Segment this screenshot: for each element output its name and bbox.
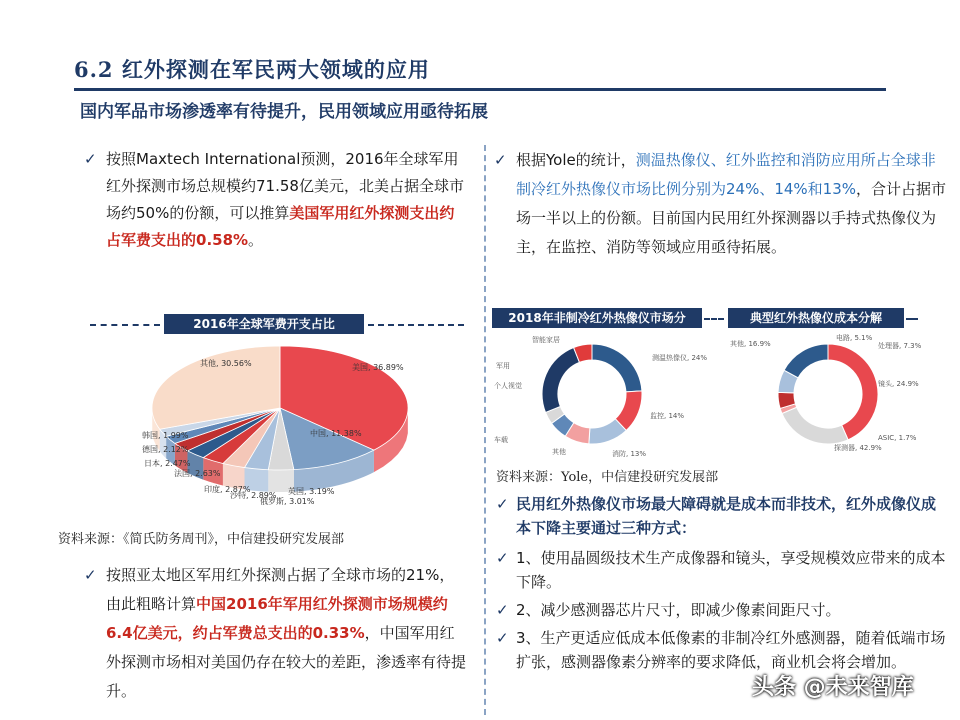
pie-label: 美国, 36.89% [352,363,404,372]
donut-segment-军用 [542,348,579,413]
list-item [496,598,948,622]
list-item [496,626,948,674]
military-spending-pie-chart [120,336,440,516]
right-heading [496,492,948,540]
donut-label: 其他, 16.9% [730,340,771,348]
cost-banner: 典型红外热像仪成本分解 [728,308,904,328]
check-icon: ✓ [84,150,97,168]
banner-dash-end [906,318,918,320]
pie-label: 其他, 30.56% [200,359,252,368]
section-title: 6.2 红外探测在军民两大领域的应用 [74,57,430,82]
donut-label: 军用 [496,362,510,370]
pie-label: 日本, 2.47% [144,459,191,468]
pie-label: 沙特, 2.89% [230,491,277,500]
right-paragraph-1 [494,146,948,262]
donut-segment-红外探测器 [828,344,878,440]
donut-label: 其他 [552,448,566,456]
donut-label: 监控, 14% [650,412,685,420]
left-paragraph-1 [84,146,464,254]
list-item [496,546,948,594]
check-icon: ✓ [496,601,509,619]
check-icon: ✓ [496,629,509,647]
pie-label: 中国, 11.38% [310,429,362,438]
banner-dash-left [90,324,160,326]
pie-label: 英国, 3.19% [288,487,335,496]
check-icon: ✓ [496,495,509,513]
check-icon: ✓ [496,549,509,567]
left-p1-end: 。 [248,231,264,249]
market-donut-chart [492,332,708,462]
cost-donut-chart [728,332,928,462]
left-source: 资料来源：《简氏防务周刊》，中信建投研究发展部 [58,532,345,547]
page-subtitle: 国内军品市场渗透率有待提升，民用领域应用亟待拓展 [80,102,488,122]
check-icon: ✓ [84,566,97,584]
right-heading-text: 民用红外热像仪市场最大障碍就是成本而非技术，红外成像仪成本下降主要通过三种方式： [516,495,937,537]
watermark: 头条 @未来智库 [752,675,914,700]
donut-label: 车载 [494,436,508,444]
right-source: 资料来源：Yole，中信建投研究发展部 [496,470,719,485]
pie-label: 法国, 2.63% [174,469,221,478]
list-item-text: 3、生产更适应低成本低像素的非制冷红外感测器，随着低端市场扩张，感测器像素分辨率的要求降低，商业机会将会增加。 [516,629,946,671]
donut-segment-其他 [784,344,828,378]
pie-label: 韩国, 1.99% [142,431,189,440]
donut-label: 测温热像仪, 24% [652,354,708,362]
column-divider [484,145,486,715]
left-p2-text: 按照亚太地区军用红外探测占据了全球市场的21%，由此粗略计算 [106,566,455,613]
donut-label: 处理器, 7.3% [878,342,922,350]
donut-label: 探测器, 42.9% [834,444,882,452]
left-p2-highlight: 中国2016年军用红外探测市场规模约6.4亿美元，约占军费总支出的0.33% [106,595,448,642]
pie-label: 俄罗斯, 3.01% [260,497,315,506]
donut-segment-测温 [592,344,642,392]
donut-label: 镜头, 24.9% [878,380,919,388]
left-paragraph-2 [84,561,468,706]
list-item-text: 2、减少感测器芯片尺寸，即减少像素间距尺寸。 [516,601,841,619]
pie-label: 印度, 2.87% [204,485,251,494]
check-icon: ✓ [494,151,507,169]
pie-chart-banner: 2016年全球军费开支占比 [164,314,364,334]
left-p1-text: 按照Maxtech International预测，2016年全球军用红外探测市场总规模约71.58亿美元，北美占据全球市场约50%的份额，可以推算 [106,150,464,222]
donut-segment-光学镜头 [782,407,848,444]
left-p2-end: ，中国军用红外探测市场相对美国仍存在较大的差距，渗透率有待提升。 [106,624,467,700]
donut-label: 智能家居 [532,336,560,344]
market-banner: 2018年非制冷红外热像仪市场分 [492,308,702,328]
donut-label: 消防, 13% [612,450,647,458]
donut-label: 电路, 5.1% [836,334,873,342]
banner-dash-mid [704,318,724,320]
right-p1-text: 根据Yole的统计， [516,151,636,169]
donut-label: ASIC, 1.7% [878,434,917,442]
header-rule [74,88,886,91]
pie-label: 德国, 2.12% [142,445,189,454]
list-item-text: 1、使用晶圆级技术生产成像器和镜头，享受规模效应带来的成本下降。 [516,549,946,591]
right-p1-highlight: 测温热像仪、红外监控和消防应用所占全球非制冷红外热像仪市场比例分别为24%、14%和13% [516,151,936,198]
left-p1-highlight: 美国军用红外探测支出约占军费支出的0.58% [106,204,455,249]
donut-label: 个人视觉 [494,382,522,390]
banner-dash-right [368,324,464,326]
right-p1-end: ，合计占据市场一半以上的份额。目前国内民用红外探测器以手持式热像仪为主，在监控、消防等领域应用亟待拓展。 [516,180,947,256]
